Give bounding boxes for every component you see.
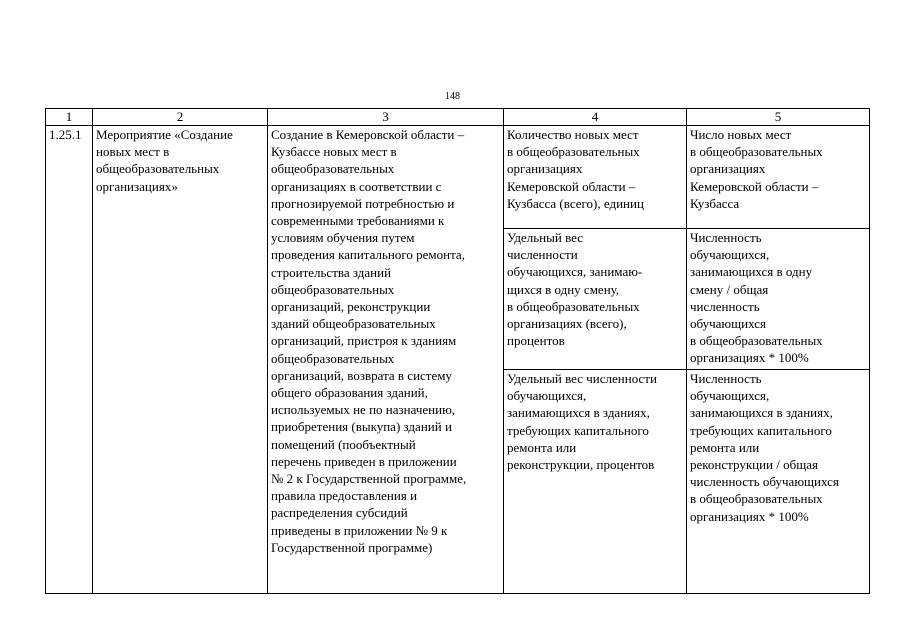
indicator-cell: [504, 370, 687, 594]
table-row: [46, 126, 870, 229]
table-header-row: [46, 109, 870, 126]
description-cell: [268, 126, 504, 594]
indicator-name: Количество новых мест в общеобразовательных организациях Кемеровской области – Кузбасса (всего), единиц: [507, 127, 644, 211]
formula-cell: [687, 229, 870, 370]
column-header: 1: [46, 109, 93, 126]
column-header: 5: [687, 109, 870, 126]
formula-cell: [687, 126, 870, 229]
event-description: Создание в Кемеровской области – Кузбассе новых мест в общеобразовательных организациях в соответствии с прогнозируемой потребностью и современными требованиями к условиям обучения путем проведения капитального ремонта, строительства зданий общеобразовательных организаций, реконструкции зданий общеобразовательных организаций, пристроя к зданиям общеобразовательных организаций, возврата в систему общего образования зданий, используемых не по назначению, приобретения (выкупа) зданий и помещений (пообъектный перечень приведен в приложении № 2 к Государственной программе, правила предоставления и распределения субсидий приведены в приложении № 9 к Государственной программе): [271, 127, 467, 555]
column-header: 3: [268, 109, 504, 126]
event-name: Мероприятие «Создание новых мест в общеобразовательных организациях»: [96, 127, 233, 194]
event-cell: [93, 126, 268, 594]
item-number: 1.25.1: [49, 127, 82, 142]
column-header: 2: [93, 109, 268, 126]
indicator-name: Удельный вес численности обучающихся, занимающихся в зданиях, требующих капитального ремонта или реконструкции, процентов: [507, 371, 657, 473]
indicator-cell: [504, 126, 687, 229]
indicator-formula: Численность обучающихся, занимающихся в зданиях, требующих капитального ремонта или реконструкции / общая численность обучающихся в общеобразовательных организациях * 100%: [690, 371, 839, 524]
item-number-cell: [46, 126, 93, 594]
indicator-name: Удельный вес численности обучающихся, занимаю- щихся в одну смену, в общеобразовательных организациях (всего), процентов: [507, 230, 643, 349]
column-header: 4: [504, 109, 687, 126]
indicator-formula: Численность обучающихся, занимающихся в одну смену / общая численность обучающихся в общеобразовательных организациях * 100%: [690, 230, 823, 366]
indicator-cell: [504, 229, 687, 370]
program-table: [45, 108, 870, 594]
indicator-formula: Число новых мест в общеобразовательных организациях Кемеровской области – Кузбасса: [690, 127, 823, 211]
formula-cell: [687, 370, 870, 594]
page-number: 148: [445, 91, 460, 102]
